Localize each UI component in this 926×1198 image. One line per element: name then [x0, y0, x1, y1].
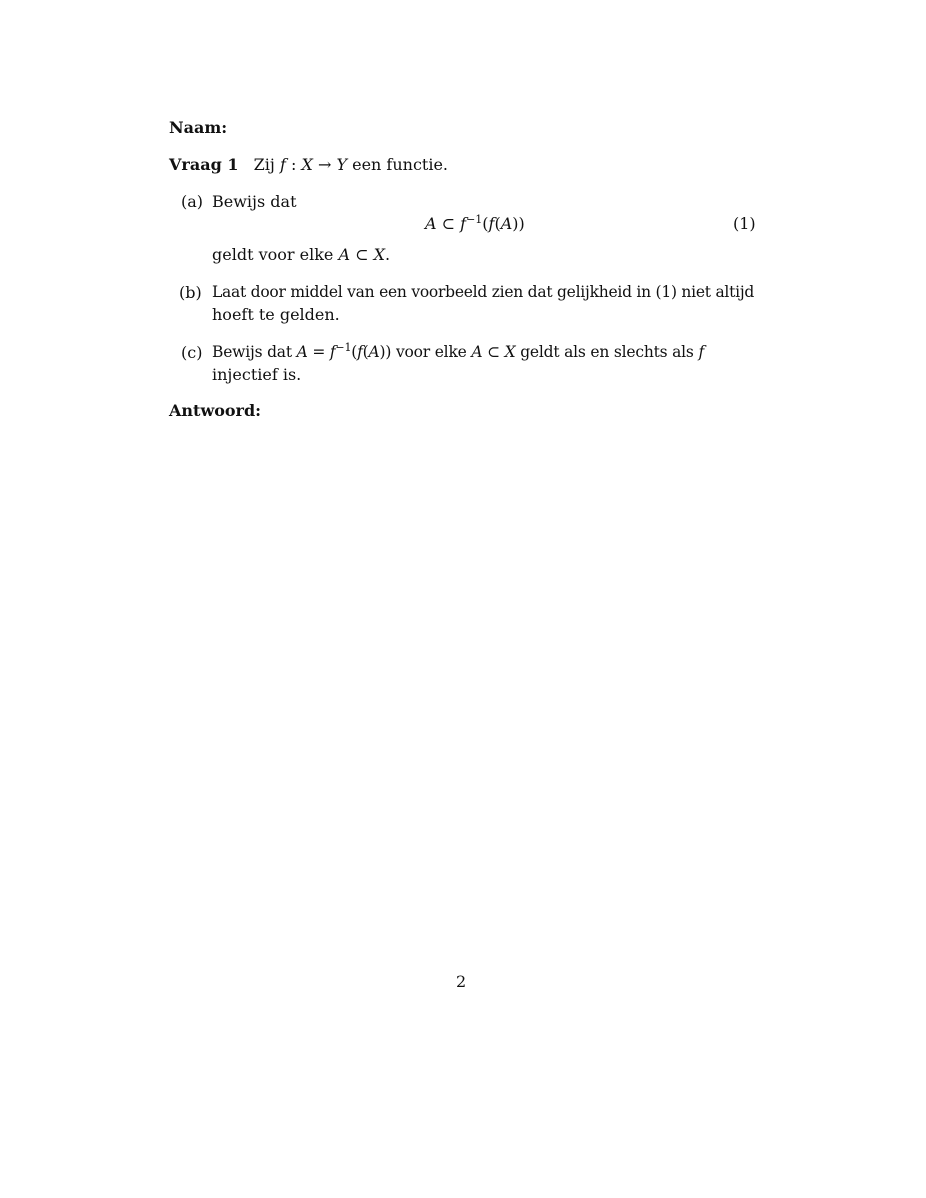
question-label: Vraag 1: [169, 155, 239, 174]
equation-1: A ⊂ $f^{-1}(f(A))$: [425, 213, 525, 233]
part-c-line2: injectief is.: [212, 365, 302, 384]
part-a-followup: geldt voor elke A ⊂ X.: [212, 245, 391, 264]
part-a-text: Bewijs dat: [212, 192, 297, 211]
part-b-line1: Laat door middel van een voorbeeld zien dat gelijkheid in (1) niet altijd: [212, 283, 755, 301]
question-outro: een functie.: [352, 155, 449, 174]
part-b-marker: (b): [179, 283, 202, 302]
page-number: 2: [456, 972, 467, 991]
part-c-line1: Bewijs dat $A = f^{-1}(f(A))$ voor elke A ⊂ X geldt als en slechts als f: [212, 341, 704, 361]
part-c-marker: (c): [181, 343, 203, 362]
question-line: Vraag 1 Zij f : X → Y een functie.: [169, 155, 449, 174]
part-b-line2: hoeft te gelden.: [212, 305, 340, 324]
part-a-marker: (a): [181, 192, 204, 211]
equation-number: (1): [733, 214, 756, 233]
answer-label: Antwoord:: [169, 401, 262, 420]
question-intro: Zij: [253, 155, 275, 174]
name-label: Naam:: [169, 118, 228, 137]
